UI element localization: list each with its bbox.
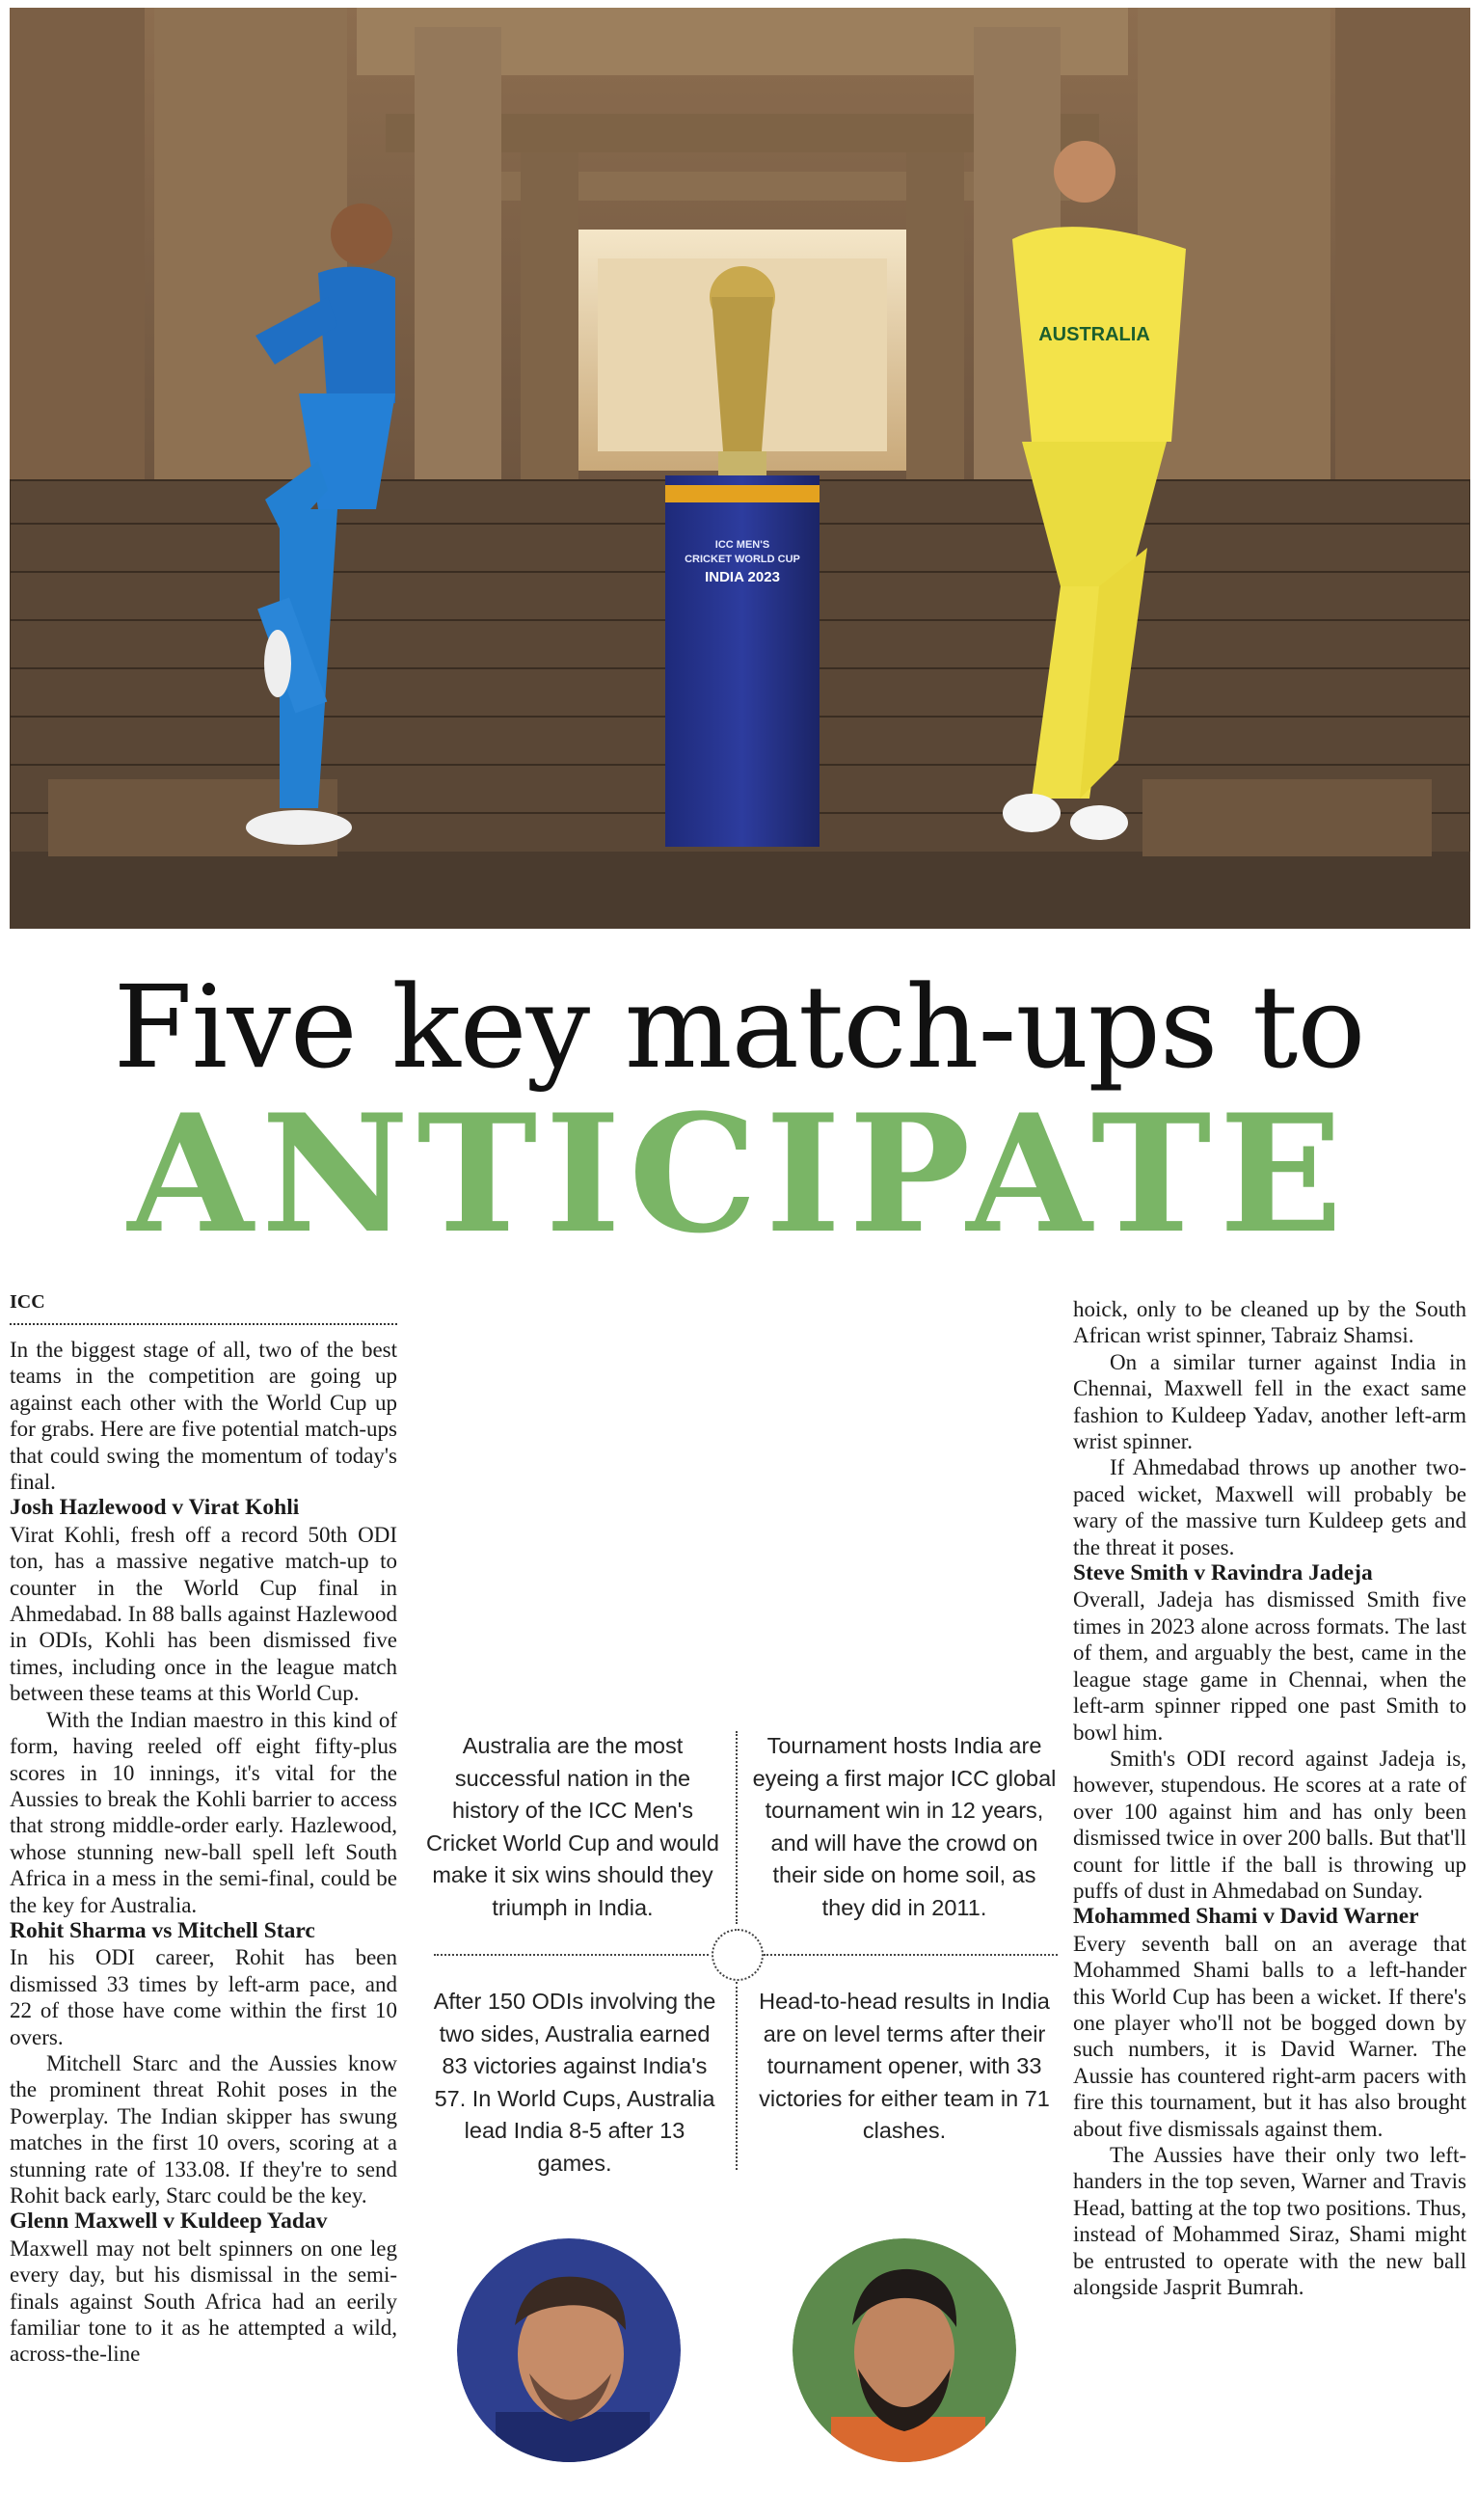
fact-box-3: After 150 ODIs involving the two sides, Australia earned 83 victories against India's 57. In World Cups, Australia lead India 8-5 after 13 games. [433,1989,716,2176]
section-3-paragraph-1-continued: hoick, only to be cleaned up by the South African wrist spinner, Tabraiz Shamsi. [1073,1297,1466,1348]
fact-box-2: Tournament hosts India are eyeing a first major ICC global tournament win in 12 years, and will have the crowd on their side on home soil, as they did in 2011. [752,1733,1057,1920]
hazlewood-portrait [457,2238,681,2462]
fact-box-4: Head-to-head results in India are on level terms after their tournament opener, with 33 victories for either team in 71 clashes. [759,1989,1050,2143]
divider-center-ring [712,1929,764,1981]
headline-line-2: ANTICIPATE [127,1078,1351,1269]
podium-text-2: CRICKET WORLD CUP [685,554,800,565]
section-3-paragraph-3: If Ahmedabad throws up another two-paced wicket, Maxwell will probably be wary of the massive turn Kuldeep gets and the threat it poses. [1073,1455,1466,1559]
section-3-paragraph-1: Maxwell may not belt spinners on one leg every day, but his dismissal in the semi-finals against South Africa had an eerily familiar tone to it as he attempted a wild, across-the-line [10,2235,397,2367]
podium-text-1: ICC MEN'S [714,539,770,551]
section-4-paragraph-1: Overall, Jadeja has dismissed Smith five times in 2023 alone across formats. The last of them, and arguably the best, came in the league stage game in Chennai, when the left-arm spinner ripped one past Smith to bowl him. [1073,1587,1466,1745]
section-2-paragraph-1: In his ODI career, Rohit has been dismissed 33 times by left-arm pace, and 22 of those have come within the first 10 overs. [10,1945,397,2049]
divider-vertical-top [736,1731,738,1924]
stepwell-scene [10,8,1470,929]
section-heading-2: Rohit Sharma vs Mitchell Starc [10,1917,315,1943]
jersey-text: AUSTRALIA [1038,324,1150,345]
divider-horizontal-right [764,1954,1058,1956]
section-heading-1: Josh Hazlewood v Virat Kohli [10,1495,300,1521]
headline-line-1: Five key match-ups to [113,961,1365,1094]
article-column-right [1073,1296,1466,2300]
section-1-paragraph-1: Virat Kohli, fresh off a record 50th ODI ton, has a massive negative match-up to counter in the World Cup final in Ahmedabad. In 88 balls against Hazlewood in ODIs, Kohli has been dismissed five times, including once in the league match between these teams at this World Cup. [10,1522,397,1706]
article-column-left [10,1290,397,2368]
kohli-portrait [793,2238,1016,2462]
source-credit: ICC [10,1290,397,1325]
hero-photo [10,8,1470,929]
headline [0,961,1478,1269]
divider-horizontal-left [434,1954,709,1956]
section-heading-5: Mohammed Shami v David Warner [1073,1904,1419,1930]
section-3-paragraph-2: On a similar turner against India in Chennai, Maxwell fell in the exact same fashion to Kuldeep Yadav, another left-arm wrist spinner. [1073,1349,1466,1454]
section-4-paragraph-2: Smith's ODI record against Jadeja is, however, stupendous. He scores at a rate of over 100 against him and has only been dismissed twice in over 200 balls. But that'll count for little if the ball is throwing up puffs of dust in Ahmedabad on Sunday. [1073,1746,1466,1903]
section-5-paragraph-2: The Aussies have their only two left-handers in the top seven, Warner and Travis Head, batting at the top two positions. Thus, instead of Mohammed Siraz, Shami might be entrusted to operate with the new ball alongside Jasprit Bumrah. [1073,2143,1466,2300]
section-heading-3: Glenn Maxwell v Kuldeep Yadav [10,2208,328,2235]
podium-text-3: INDIA 2023 [705,569,780,585]
section-5-paragraph-1: Every seventh ball on an average that Mohammed Shami balls to a left-hander this World Cup has been a wicket. If there's one player who'll not be bogged down by such numbers, it is David Warner. The Aussie has countered right-arm pacers with fire this tournament, but it has also brought about five dismissals against them. [1073,1931,1466,2141]
fact-box-1: Australia are the most successful nation in the history of the ICC Men's Cricket World Cup and would make it six wins should they triumph in India. [426,1733,719,1920]
intro-paragraph: In the biggest stage of all, two of the best teams in the competition are going up against each other with the World Cup up for grabs. Here are five potential match-ups that could swing the momentum of today's final. [10,1338,397,1495]
section-2-paragraph-2: Mitchell Starc and the Aussies know the prominent threat Rohit poses in the Powerplay. The Indian skipper has swung matches in the first 10 overs, scoring at a stunning rate of 133.08. If they're to send Rohit back early, Starc could be the key. [10,2050,397,2208]
section-1-paragraph-2: With the Indian maestro in this kind of form, having reeled off eight fifty-plus scores in 10 innings, it's vital for the Aussies to break the Kohli barrier to access that strong middle-order early. Hazlewood, whose stunning new-ball spell left South Africa in a mess in the semi-final, could be the key for Australia. [10,1707,397,1917]
divider-vertical-bottom [736,1982,738,2170]
section-heading-4: Steve Smith v Ravindra Jadeja [1073,1560,1373,1586]
